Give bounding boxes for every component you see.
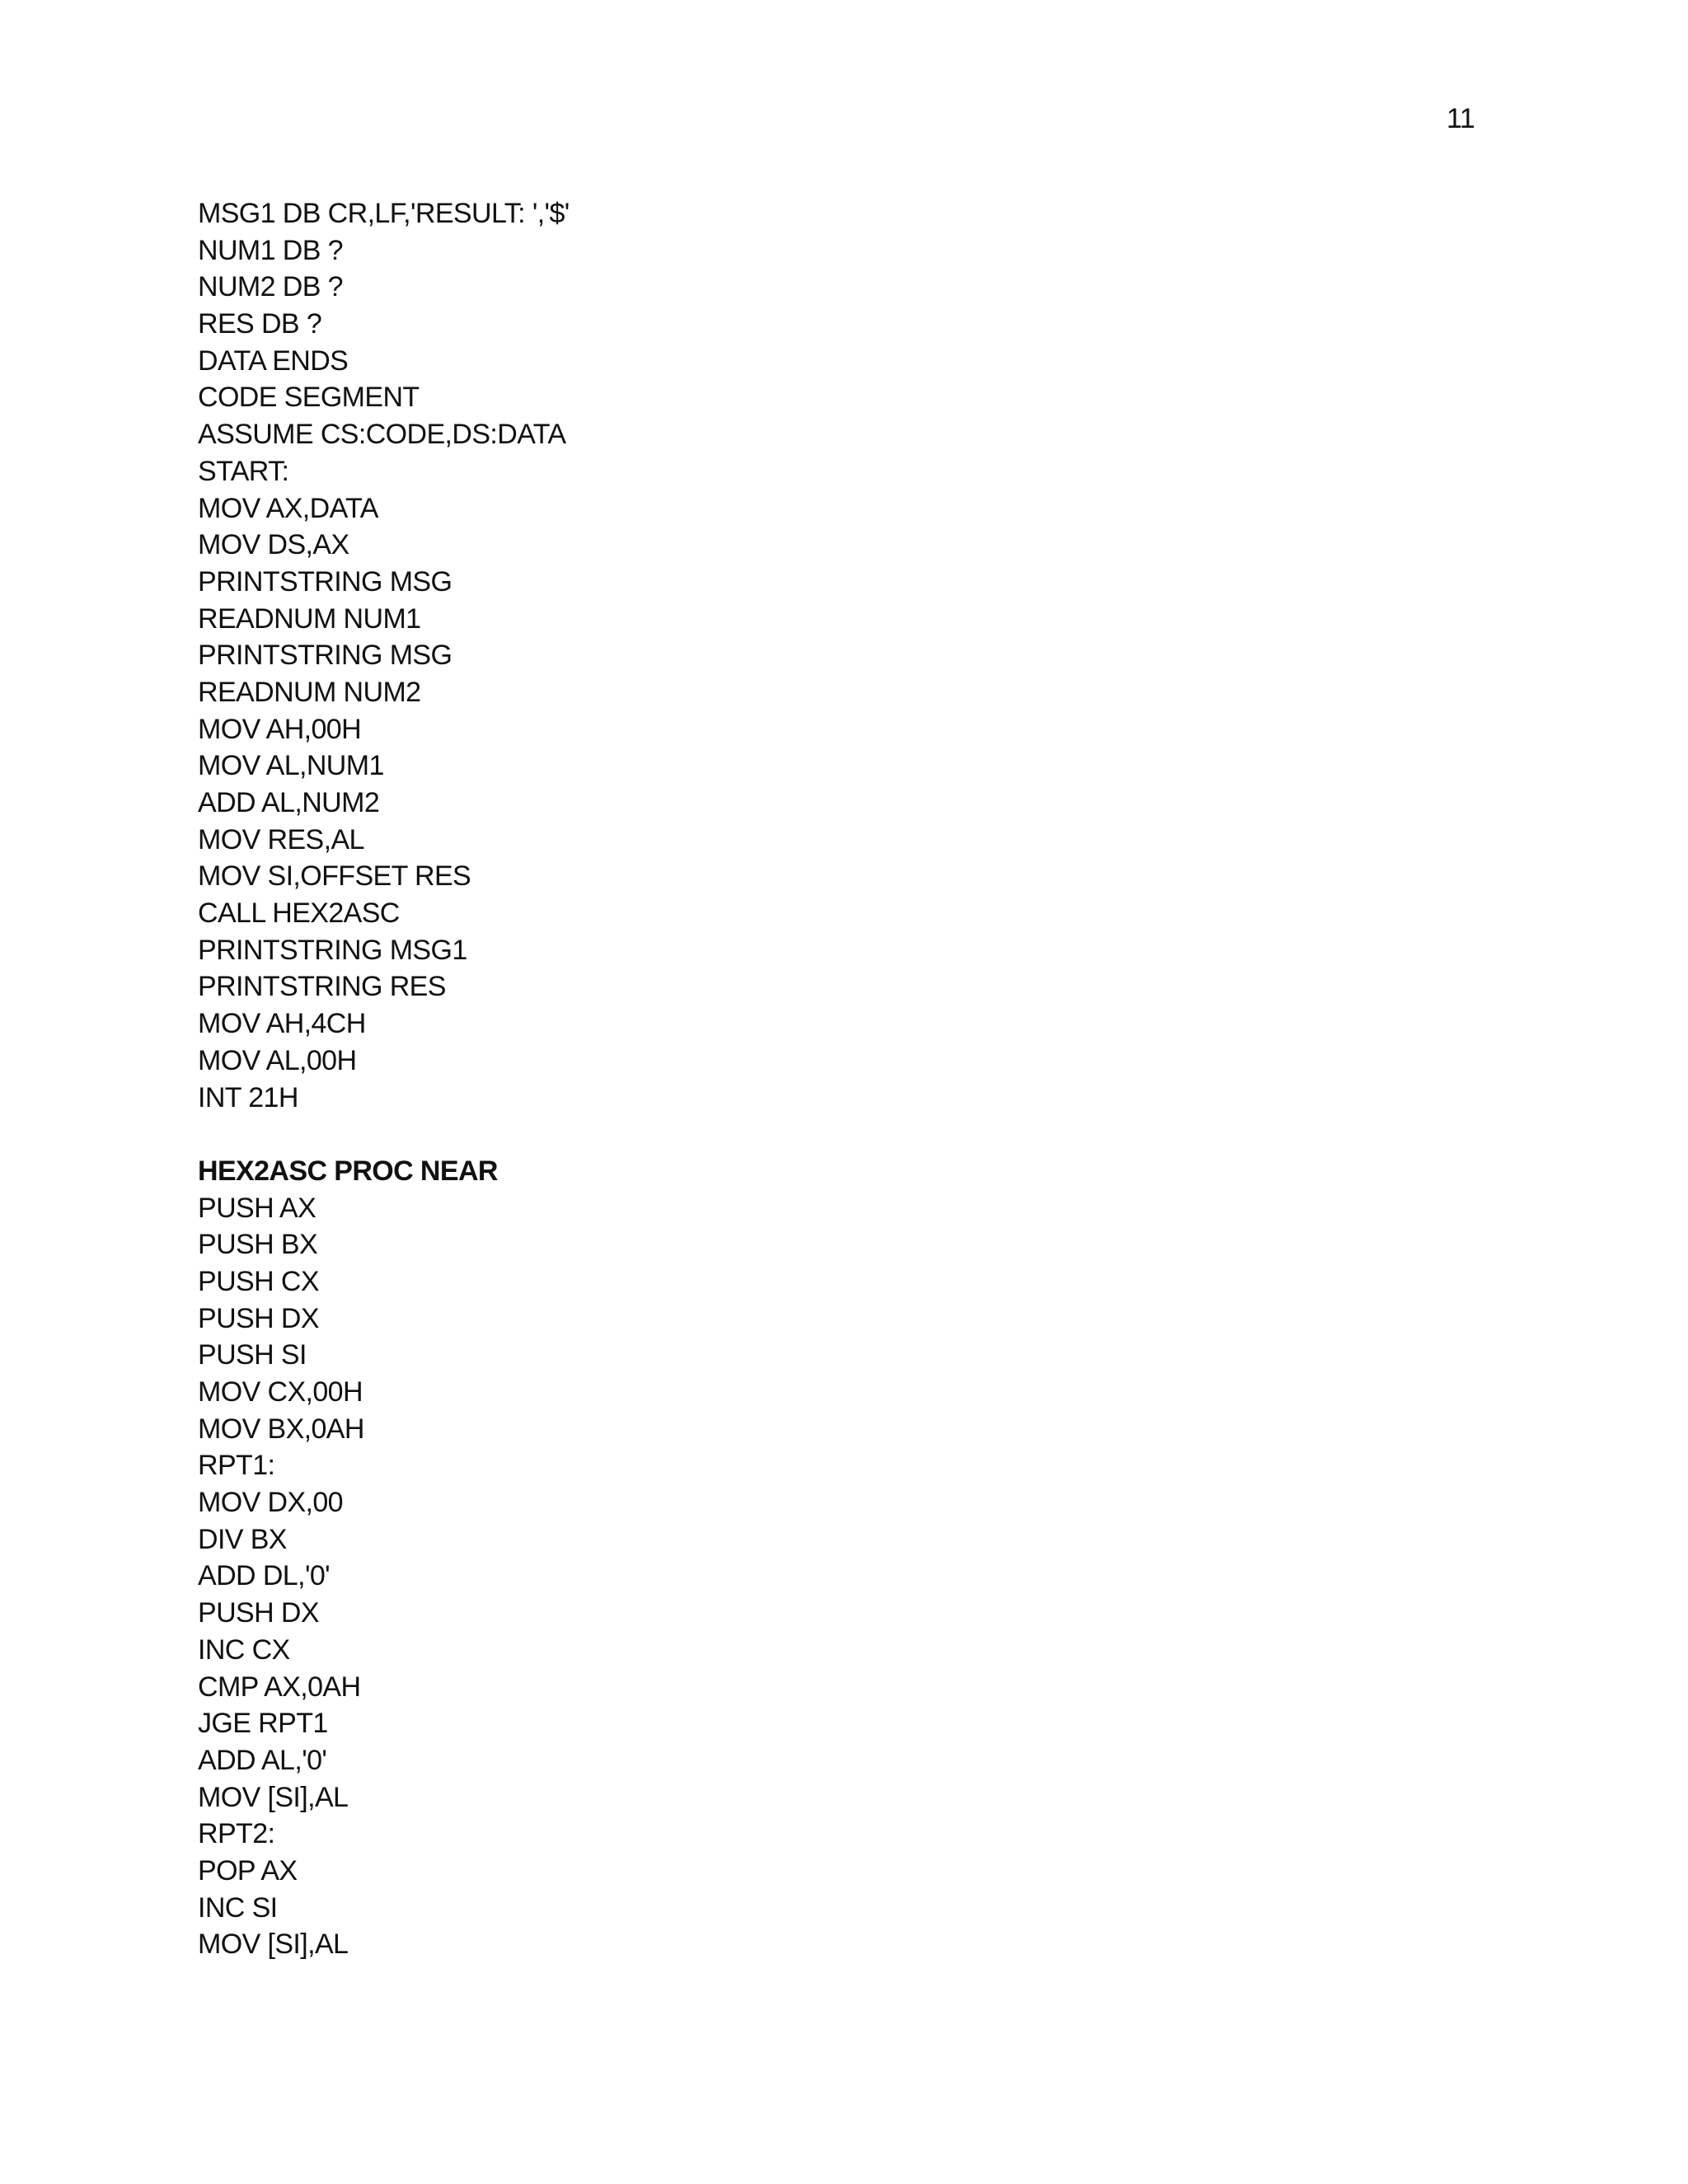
code-line: MSG1 DB CR,LF,'RESULT: ','$' [198, 198, 570, 229]
code-line: INC SI [198, 1891, 278, 1924]
code-line: MOV AH,00H [198, 713, 362, 745]
code-line: START: [198, 455, 289, 487]
code-line: MOV AX,DATA [198, 492, 378, 524]
code-line: MOV AH,4CH [198, 1008, 366, 1040]
code-line: PRINTSTRING RES [198, 971, 446, 1003]
code-line: DIV BX [198, 1523, 287, 1555]
code-line: DATA ENDS [198, 344, 349, 377]
code-line: INC CX [198, 1633, 290, 1666]
code-line: INT 21H [198, 1081, 298, 1113]
code-line: PUSH DX [198, 1302, 319, 1334]
code-line: CMP AX,0AH [198, 1671, 361, 1703]
code-line: MOV [SI],AL [198, 1781, 349, 1813]
code-line: READNUM NUM1 [198, 602, 421, 635]
code-line: ASSUME CS:CODE,DS:DATA [198, 419, 566, 451]
code-line: PRINTSTRING MSG [198, 640, 452, 672]
code-line: NUM1 DB ? [198, 234, 343, 266]
code-line: CALL HEX2ASC [198, 898, 400, 930]
code-line: MOV BX,0AH [198, 1413, 364, 1445]
code-line: MOV [SI],AL [198, 1929, 349, 1961]
code-line: MOV AL,NUM1 [198, 750, 384, 782]
blank-line [198, 1116, 1352, 1153]
code-line: PUSH DX [198, 1597, 319, 1629]
code-line: ADD AL,NUM2 [198, 787, 380, 818]
code-line: CODE SEGMENT [198, 382, 420, 414]
procedure-heading: HEX2ASC PROC NEAR [198, 1155, 498, 1187]
code-line: RPT2: [198, 1818, 275, 1850]
code-line: PUSH BX [198, 1229, 318, 1261]
code-line: MOV RES,AL [198, 823, 364, 855]
code-line: PUSH AX [198, 1192, 316, 1224]
code-line: MOV CX,00H [198, 1376, 363, 1408]
code-line: PRINTSTRING MSG [198, 565, 452, 598]
code-listing [198, 195, 1352, 1963]
code-line: NUM2 DB ? [198, 271, 343, 303]
page-number: 11 [1447, 103, 1475, 134]
code-line: READNUM NUM2 [198, 676, 421, 708]
code-line: MOV AL,00H [198, 1044, 357, 1076]
code-line: ADD DL,'0' [198, 1560, 331, 1592]
code-line: PRINTSTRING MSG1 [198, 934, 467, 966]
code-line: ADD AL,'0' [198, 1744, 327, 1776]
code-line: PUSH SI [198, 1339, 307, 1371]
code-line: MOV SI,OFFSET RES [198, 860, 471, 893]
code-line: RES DB ? [198, 308, 322, 340]
code-line: MOV DS,AX [198, 529, 349, 561]
code-line: POP AX [198, 1854, 298, 1886]
code-line: MOV DX,00 [198, 1487, 343, 1519]
code-line: RPT1: [198, 1450, 275, 1482]
code-line: JGE RPT1 [198, 1708, 328, 1740]
code-line: PUSH CX [198, 1265, 319, 1297]
